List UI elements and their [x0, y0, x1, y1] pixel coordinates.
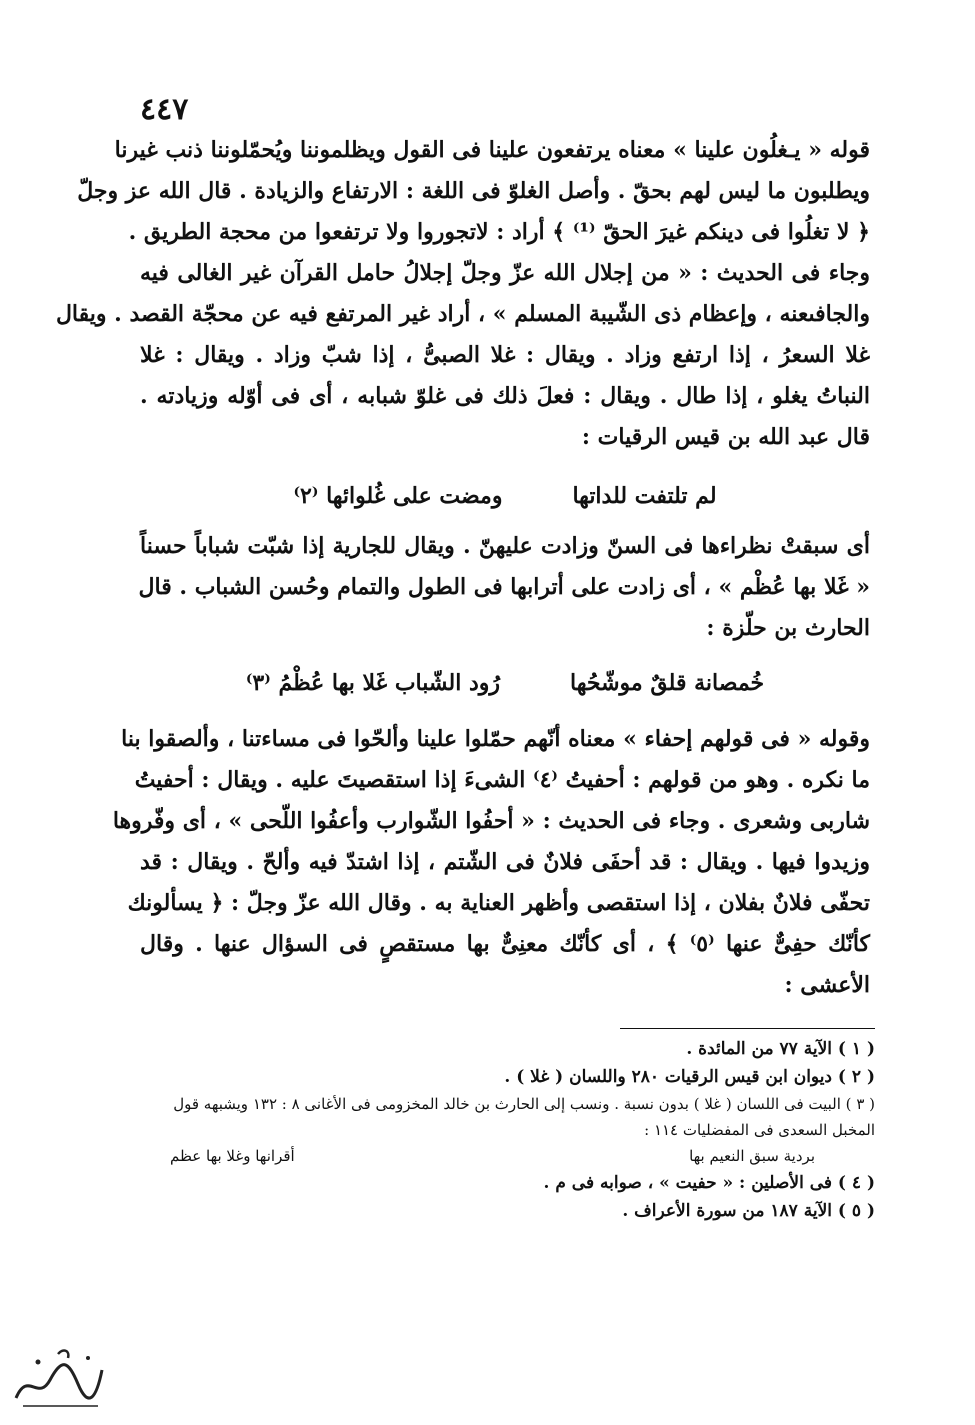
text-line: والجافىعنه ، وإعظام ذى الشّيبة المسلم » ، أراد غير المرتفع فيه عن محجّة القصد . ويقال: [55, 301, 870, 327]
text-line: الأعشى :: [784, 972, 870, 998]
verse-left-hemistich: رُود الشّباب غَلا بها عُظْمُ ⁽٣⁾: [245, 670, 501, 696]
verse-left-hemistich: أقرانها وغلا بها عظم: [170, 1147, 295, 1165]
footnote-1: ( ١ ) الآية ٧٧ من المائدة .: [686, 1039, 875, 1059]
text-line: « غَلا بها عُظْم » ، أى زادت على أترابها فى الطول والتمام وحُسن الشباب . قال: [138, 574, 870, 600]
text-line: تحفّى فلانٌ بفلان ، إذا استقصى وأظهر العناية به . وقال الله عزّ وجلّ : ﴿ يسألونك: [127, 890, 870, 916]
text-line: ما نكره . وهو من قولهم : أحفيتُ ⁽٤⁾ الشىءَ إذا استقصيتَ عليه . ويقال : أحفيتُ: [134, 767, 870, 793]
text-line: الحارث بن حلّزة :: [706, 615, 870, 641]
footnote-3: ( ٣ ) البيت فى اللسان ( غلا ) بدون نسبة . ونسب إلى الحارث بن خالد المخزومى فى الأغانى ٨ : ١٣٢ ويشبهه قول: [173, 1095, 875, 1113]
text-line: النباتُ يغلو ، إذا طال . ويقال : فعلَ ذلك فى غلوّ شبابه ، أى فى أوّله وزيادته .: [140, 383, 870, 409]
text-line: كأنّك حفِىٌّ عنها ⁽٥⁾ ﴾ ، أى كأنّك معنِىٌّ بها مستقصٍ فى السؤال عنها . وقال: [140, 931, 871, 957]
poem-verse-1: [140, 466, 870, 526]
footnotes: [130, 1035, 875, 1225]
text-line: قوله « يـغلُون علينا » معناه يرتفعون علينا فى القول ويظلموننا ويُحمّلوننا ذنب غيرنا: [114, 137, 870, 163]
text-line: وقوله « فى قولهم إحفاء » معناه أنّهم حمّلوا علينا وألحّوا فى مساءتنا ، وألصقوا بنا: [121, 726, 870, 752]
text-line: ﴿ لا تغلُوا فى دينكم غيرَ الحقّ ⁽¹⁾ ﴾ أراد : لاتجوروا ولا ترتفعوا من محجة الطريق .: [128, 219, 870, 245]
footnote-3-verse: [130, 1143, 875, 1169]
text-line: شاربى وشعرى . وجاء فى الحديث : « أحفُوا الشّوارب وأعفُوا اللّحى » ، أى وفّروها: [112, 808, 870, 834]
poem-verse-2: [140, 653, 870, 713]
text-line: غلا السعرُ ، إذا ارتفع وزاد . ويقال : غلا الصبىُّ ، إذا شبّ وزاد . ويقال : غلا: [140, 342, 870, 368]
text-line: وجاء فى الحديث : « من إجلال الله عزّ وجلّ إجلالُ حامل القرآن غير الغالى فيه: [140, 260, 870, 286]
footnote-separator: [620, 1028, 875, 1029]
verse-right-hemistich: لم تلتفت للداتها: [572, 483, 717, 509]
footnote-4: ( ٤ ) فى الأصلين : « حفيت » ، صوابه فى م .: [543, 1173, 875, 1193]
page-number: ٤٤٧: [140, 92, 189, 127]
text-line: قال عبد الله بن قيس الرقيات :: [581, 424, 870, 450]
text-line: وزيدوا فيها . ويقال : قد أحفَى فلانٌ فى الشّتم ، إذا اشتدّ فيه وألحّ . ويقال : قد: [140, 849, 870, 875]
text-line: أى سبقتْ نظراءها فى السنّ وزادت عليهنّ . ويقال للجارية إذا شبّت شباباً حسناً: [140, 533, 870, 559]
verse-right-hemistich: بردية سبق النعيم بها: [689, 1147, 815, 1165]
calligraphy-logo: [8, 1340, 108, 1415]
footnote-5: ( ٥ ) الآية ١٨٧ من سورة الأعراف .: [622, 1201, 875, 1221]
verse-right-hemistich: خُمصانة قلقٌ موشّحُها: [570, 670, 765, 696]
verse-left-hemistich: ومضت على غُلوائها ⁽٢⁾: [293, 483, 503, 509]
footnote-3-cont: المخبل السعدى فى المفضليات ١١٤ :: [644, 1121, 875, 1139]
text-line: ويطلبون ما ليس لهم بحقّ . وأصل الغلوّ فى اللغة : الارتفاع والزيادة . قال الله عز وجلّ: [77, 178, 870, 204]
footnote-2: ( ٢ ) ديوان ابن قيس الرقيات ٢٨٠ واللسان ( غلا ) .: [504, 1067, 875, 1087]
body-text: [55, 130, 871, 1006]
